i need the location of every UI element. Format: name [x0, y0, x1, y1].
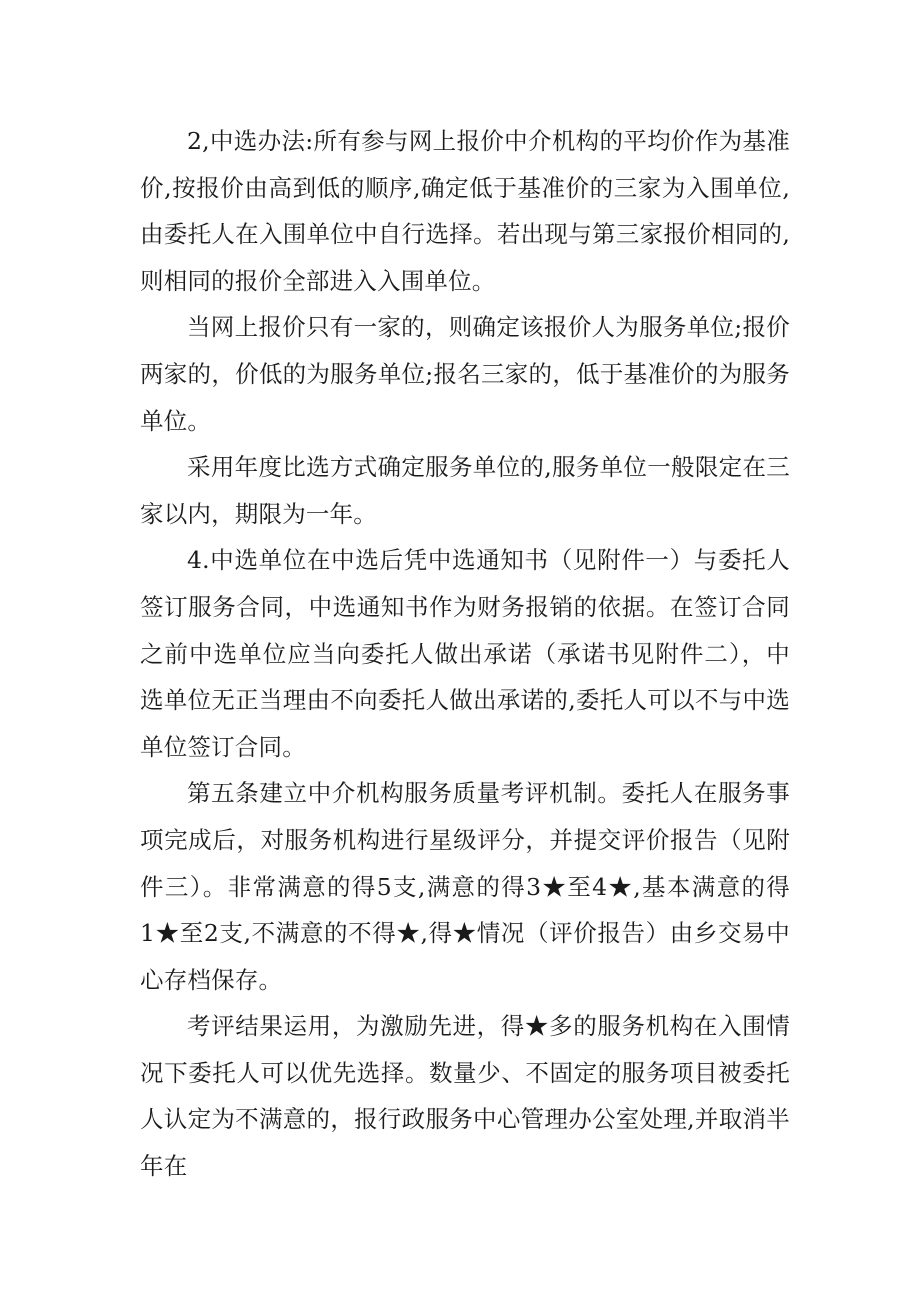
document-body: [140, 118, 790, 1190]
paragraph-annual-selection: 采用年度比选方式确定服务单位的,服务单位一般限定在三家以内，期限为一年。: [140, 453, 790, 528]
paragraph-evaluation-results: 考评结果运用，为激励先进，得★多的服务机构在入围情况下委托人可以优先选择。数量少、不固定的服务项目被委托人认定为不满意的，报行政服务中心管理办公室处理,并取消半年在: [140, 1012, 790, 1181]
paragraph-article-five: 第五条建立中介机构服务质量考评机制。委托人在服务事项完成后，对服务机构进行星级评分，并提交评价报告（见附件三）。非常满意的得5支,满意的得3★至4★,基本满意的得1★至2支,不满意的不得★,得★情况（评价报告）由乡交易中心存档保存。: [140, 779, 790, 994]
paragraph-single-bidder: 当网上报价只有一家的，则确定该报价人为服务单位;报价两家的，价低的为服务单位;报名三家的，低于基准价的为服务单位。: [140, 313, 790, 435]
paragraph-selection-method: 2,中选办法:所有参与网上报价中介机构的平均价作为基准价,按报价由高到低的顺序,确定低于基准价的三家为入围单位,由委托人在入围单位中自行选择。若出现与第三家报价相同的,则相同的报价全部进入入围单位。: [140, 127, 790, 295]
paragraph-contract-signing: 4.中选单位在中选后凭中选通知书（见附件一）与委托人签订服务合同，中选通知书作为财务报销的依据。在签订合同之前中选单位应当向委托人做出承诺（承诺书见附件二），中选单位无正当理由不向委托人做出承诺的,委托人可以不与中选单位签订合同。: [140, 546, 790, 761]
